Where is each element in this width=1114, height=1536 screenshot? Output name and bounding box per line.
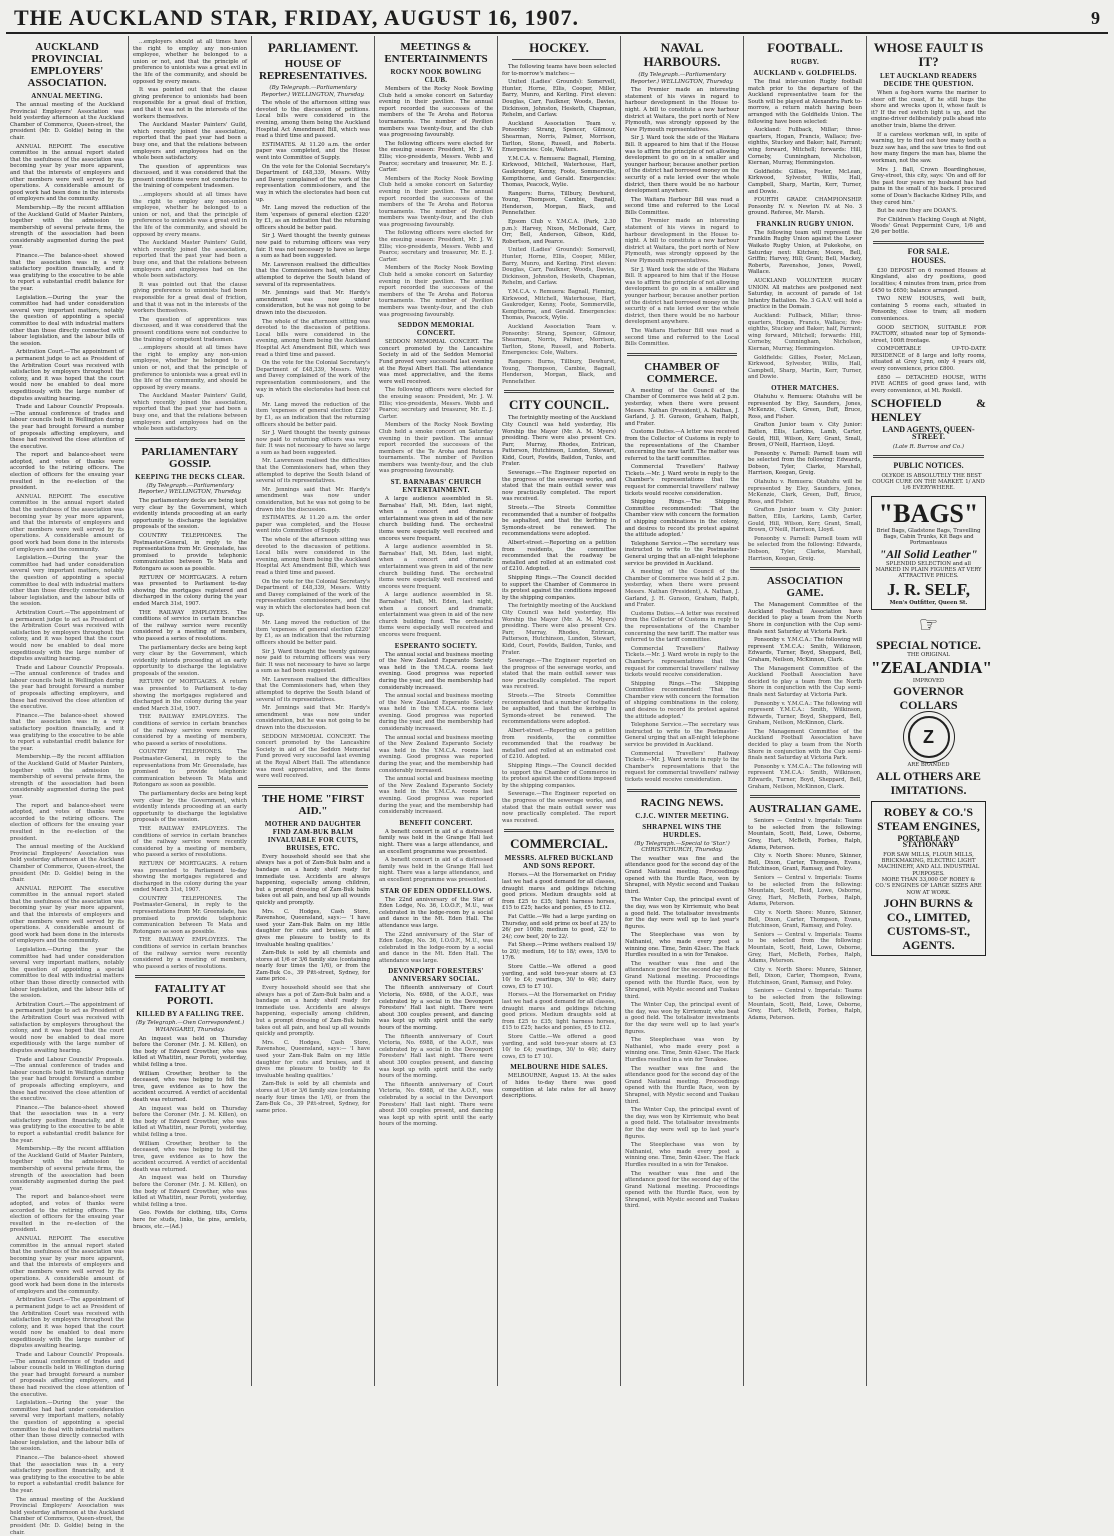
article-paragraph: Sir J. Ward took the side of the Waitara Bill. It appeared to him that if the House was to affirm the principle of not allowing development to go on in a smaller and younger harbour, because another portion of the district had borrowed money on the security of a rate levied over the whole district, then there would be no harbour development anywhere. [625,135,739,195]
article-byline: (By Telegraph.—Parliamentary Reporter.) WELLINGTON, Thursday. [138,482,242,496]
section-divider [504,390,614,393]
article-paragraph: Fat Cattle.—We had a large yarding on Thursday, and sold prime ox beef at 25/ to 26/ per 100lb; medium to good, 22/ to 24/; cow beef, 20/ to 22/. [502,913,616,940]
article-paragraph: COUNTRY TELEPHONES. The Postmaster-General, in reply to the representations from Mr. Greenslade, has promised to provide telephonic communication between Te Mata and Rotongaro as soon as possible. [133,895,247,935]
article-paragraph: Seniors — Central v. Imperials: Teams to be selected from the following: Mountain, Scott, Reid, Lowe, Osborne, Grey, Hart, McBeth, Forbes, Ralph, Adams, Peterson. [748,874,862,908]
article-paragraph: Legislation.—During the year the committee had had under consideration several very important matters, notably the question of appointing a special committee to deal with industrial matters other than those directly connected with labour legislation, and the labour bills of the session. [10,947,124,1000]
article-paragraph: A meeting of the Council of the Chamber of Commerce was held at 2 p.m. yesterday, when there were present Messrs. Nathan (President), A. Nathan, J. Garland, J. H. Gunson, Graham, Ralph, and Frater. [625,569,739,609]
article-paragraph: The Waitara Harbour Bill was read a second time and referred to the Local Bills Committee. [625,327,739,348]
article-paragraph: The parliamentary decks are being kept very clear by the Government, which evidently intends proceeding at an early opportunity to discharge the legislative proposals of the session. [133,790,247,824]
article-paragraph: The weather was fine and the attendance good for the second day of the Grand National meeting. Proceedings opened with the Hurdle Race, won by Shrapnel, with Mystic second and Tuakau third. [625,1065,739,1105]
article-paragraph: Sewerage.—The Engineer reported on the progress of the sewerage works, and stated that the main outfall sewer was now practically completed. The report was received. [502,470,616,503]
article-paragraph: The fifteenth anniversary of Court Victoria, No. 6988, of the A.O.F., was celebrated by a social in the Devonport Foresters' Hall last night. There were about 300 couples present, and dancing was kept up with spirit until the early hours of the morning. [379,1081,493,1128]
article-paragraph: Members of the Rocky Nook Bowling Club held a smoke concert on Saturday evening in their pavilion. The annual report recorded the successes of the members of the Te Aroha and Rotorua tournaments. The number of Pavilion members was twenty-four, and the club was progressing favourably. [379,86,493,139]
zealandia-badge-icon: Z [908,716,950,758]
article-paragraph: The annual meeting of the Auckland Provincial Employers' Association was held yesterday afternoon at the Auckland Chamber of Commerce, Queen-street, the president (Mr. D. Goldie) being in the chair. [10,1496,124,1536]
article-paragraph: Trade and Labour Councils' Proposals.—The annual conference of trades and labour councils held in Wellington during the year had brought forward a number of proposals affecting employers, and these had received the close attention of the executive. [10,1352,124,1398]
article-paragraph: Shipping Rings.—The Shipping Committee recommended: 'That the Chamber view with concern the formation of shipping combinations in the colony, and desires to record its protest against the attitude adopted.' [625,499,739,539]
article-paragraph: On the vote for the Colonial Secretary's Department of £48,339, Messrs. Witty and Davey complained of the work of the representation commissioners, and the way in which the electorates had been cut up. [256,360,370,400]
article-heading: NAVAL HARBOURS. [643,40,721,69]
article-paragraph: An inquest was held on Thursday before the Coroner (Mr. J. M. Killen), on the body of Edward Crowther, who was killed at Whatitiri, near Poroti, yesterday, whilst felling a tree. [133,1035,247,1068]
article-paragraph: A benefit concert in aid of a distressed family was held in the Grange Hall last night. There was a large attendance, and an excellent programme was presented. [379,857,493,883]
section-divider [750,567,860,570]
column-hockey-city-council [498,36,621,1386]
article-paragraph: The annual social and business meeting of the New Zealand Esperanto Society was held in the Y.M.C.A. rooms last evening. Good progress was reported during the year, and the membership had considerably increased. [379,651,493,691]
article-paragraph: ...employers should at all times have the right to employ any non-union employee, whether he belonged to a union or not, and that the principle of preference to unionists was a great evil in the life of the community, and should be opposed by every means. [133,345,247,391]
article-paragraph: Telephone Service.—The secretary was instructed to write to the Postmaster-General urging that an all-night telephone service be provided in Auckland. [625,540,739,567]
column-naval-harbours [621,36,744,1386]
article-paragraph: Finance.—The balance-sheet showed that the association was in a very satisfactory position financially, and it was gratifying to the executive to be able to report a substantial credit balance for the year. [10,253,124,293]
ad-title: SPECIAL NOTICE. [876,637,981,652]
article-paragraph: MELBOURNE, August 15. At the sales of hides to-day there was good competition at late rates for all heavy descriptions. [502,1073,616,1100]
advertisement-line: OLYKOE IS ABSOLUTELY THE BEST COUGH CURE ON THE MARKET. 1/ AND 1/6 EVERYWHERE. [872,472,985,492]
section-rule [512,59,606,60]
article-byline: (By Telegraph.—Parliamentary Reporter.) WELLINGTON, Thursday. [261,85,365,98]
article-paragraph: AUCKLAND VOLUNTEER RUGBY UNION. All matches are postponed next Saturday, in account of parade of 1st Infantry Battalion. No. 3 G.A.V. will hold a practice in the Domain. [748,278,862,311]
section-divider [504,829,614,832]
article-paragraph: Mr. Jennings said that Mr. Hardy's amendment was now under consideration, but he was not going to be drawn into the discussion. [256,705,370,732]
advertiser-note: (Late R. Burrow and Co.) [892,443,965,450]
article-paragraph: Fat Sheep.—Prime wethers realised 19/ to 20/; medium, 16/ to 18/; ewes, 15/6 to 17/6. [502,942,616,962]
article-heading: WHOSE FAULT IS IT? [873,40,984,69]
classified-subheading: HOUSES. [911,256,946,266]
section-divider [258,785,368,788]
article-paragraph: Epsom Club v. Y.M.C.A. (Park, 2.30 p.m.): Harvey, Nixon, McDonald, Carr, Orr, Bell, Anderson, Gibson, Kidd, Robertson, and Pearce. [502,219,616,245]
ad-headline: "All Solid Leather" [879,546,978,561]
article-paragraph: The Steeplechase was won by Nathaniel, who made every post a winning one. Time, 5min 42sec. The Hack Hurdles resulted in a win for Tenakoe. [625,1037,739,1063]
article-paragraph: Mr. Lang moved the reduction of the item 'expenses of general election £220' by £1, as an indication that the returning officers should be better paid. [256,620,370,646]
article-paragraph: Horses.—At the Horsemarket on Friday last we had a good demand for all classes, draught mares and geldings fetching good prices. Medium draughts sold at from £25 to £35; light harness horses, £15 to £25; hacks and ponies, £5 to £12. [502,872,616,912]
section-divider [873,241,984,244]
article-paragraph: Horses.—At the Horsemarket on Friday last we had a good demand for all classes, draught mares and geldings fetching good prices. Medium draughts sold at from £25 to £35; light harness horses, £15 to £25; hacks and ponies, £5 to £12. [502,992,616,1032]
article-paragraph: The fifteenth anniversary of Court Victoria, No. 6988, of the A.O.F., was celebrated by a social in the Devonport Foresters' Hall last night. There were about 300 couples present, and dancing was kept up with spirit until the early hours of the morning. [379,985,493,1032]
ad-warning: ALL OTHERS ARE IMITATIONS. [876,768,981,797]
article-paragraph: RETURN OF MORTGAGES. A return was presented to Parliament to-day showing the mortgages registered and discharged in the colony during the year ended March 31st, 1907. [133,860,247,894]
article-paragraph: The following officers were elected for the ensuing season: President, Mr. J. W. Ellis; vice-presidents, Messrs. Webb and Pearce; secretary and treasurer, Mr. E. J. Carter. [379,387,493,420]
article-paragraph: The Winter Cup, the principal event of the day, was won by Kirriemuir, who beat a good field. The totalisator investments for the day were well up to last year's figures. [625,897,739,930]
article-paragraph: The fortnightly meeting of the Auckland City Council was held yesterday, His Worship the Mayor (Mr. A. M. Myers) presiding. There were also present Crs. Parr, Murray, Rhodes, Entrican, Patterson, Hutchinson, Lundon, Stewart, Kidd, Court, Fowlds, Baildon, Tunks, and Frater. [502,603,616,656]
article-paragraph: An inquest was held on Thursday before the Coroner (Mr. J. M. Killen), on the body of Edward Crowther, who was killed at Whatitiri, near Poroti, yesterday, whilst felling a tree. [133,1175,247,1208]
article-paragraph: Sewerage.—The Engineer reported on the progress of the sewerage works, and stated that the main outfall sewer was now practically completed. The report was received. [502,791,616,824]
article-paragraph: Legislation.—During the year the committee had had under consideration several very important matters, notably the question of appointing a special committee to deal with industrial matters other than those directly connected with labour legislation, and the labour bills of the session. [10,1400,124,1453]
article-paragraph: Otahuhu v. Remuera: Otahuhu will be represented by Eley, Saunders, Jones, McKenzie, Clark, Green, Duff, Bruce, Ross, and Fisher. [748,479,862,505]
article-paragraph: Streets.—The Streets Committee recommended that a number of footpaths be asphalted, and that the kerbing in Symonds-street be renewed. The recommendations were adopted. [502,693,616,726]
article-paragraph: The following officers were elected for the ensuing season: President, Mr. J. W. Ellis; vice-presidents, Messrs. Webb and Pearce; secretary and treasurer, Mr. E. J. Carter. [379,140,493,174]
section-divider [135,975,245,978]
article-heading: AUSTRALIAN GAME. [748,803,862,816]
article-paragraph: Shipping Rings.—The Shipping Committee recommended: 'That the Chamber view with concern the formation of shipping combinations in the colony, and desires to record its protest against the attitude adopted.' [625,680,739,720]
article-paragraph: Zam-Buk is sold by all chemists and stores at 1/6 or 3/6 family size (containing nearly four times the 1/6), or from the Zam-Buk Co., 39 Pitt-street, Sydney, for same price. [256,1081,370,1114]
article-paragraph: Members of the Rocky Nook Bowling Club held a smoke concert on Saturday evening in their pavilion. The annual report recorded the successes of the members of the Te Aroha and Rotorua tournaments. The number of Pavilion members was twenty-four, and the club was progressing favourably. [379,175,493,228]
article-paragraph: The following team will represent the Franklin Rugby Union against the Lower Waikato Rugby Union, at Pukekohe, on Saturday next: Kitchen; Moore, Bell, Griffin; Harvey, Hill; Grant; Bell, Mackey, Roberts, Ravenshoe, Jones, Powell, Wallace. [748,229,862,276]
article-heading: AUCKLAND PROVINCIAL EMPLOYERS' ASSOCIATION. [27,41,107,89]
pointing-hand-icon: ☞ [918,612,939,638]
article-paragraph: United (Ladies' Grounds): Somervell, Hunter, Horne, Ellis, Cooper, Miller, Barry, Munro, and Kerling. First eleven: Douglas, Carr, Faulkner, Woods, Davies, Dickinson, Johnston, Hesketh, Chapman, Rehelm, and Carlaw. [502,247,616,287]
ad-line: IMPROVED [912,678,945,685]
section-divider [627,789,737,792]
article-paragraph: COUNTRY TELEPHONES. The Postmaster-General, in reply to the representations from Mr. Greenslade, has promised to provide telephonic communication between Te Mata and Rotongaro as soon as possible. [133,533,247,572]
article-paragraph: Mrs J. Ball, Crown Boardinghouse, Grey-street, this city, says: 'On and off for the past four years my husband has had pains in the small of his back. I procured some of Doan's Backache Kidney Pills, and they cured him.' [871,166,986,206]
article-paragraph: The Steeplechase was won by Nathaniel, who made every post a winning one. Time, 5min 42sec. The Hack Hurdles resulted in a win for Tenakoe. [625,932,739,959]
article-paragraph: Members of the Rocky Nook Bowling Club held a smoke concert on Saturday evening in their pavilion. The annual report recorded the successes of the members of the Te Aroha and Rotorua tournaments. The number of Pavilion members was twenty-four, and the club was progressing favourably. [379,422,493,475]
article-paragraph: An inquest was held on Thursday before the Coroner (Mr. J. M. Killen), on the body of Edward Crowther, who was killed at Whatitiri, near Poroti, yesterday, whilst felling a tree. [133,1105,247,1138]
article-paragraph: The Auckland Master Painters' Guild, which recently joined the association, reported that the past year had been a busy one, and that the relations between employers and employees had on the whole been satisfactory. [133,122,247,162]
column-employers-association [6,36,129,1536]
article-subheading: BENEFIT CONCERT. [399,818,473,827]
article-paragraph: The whole of the afternoon sitting was devoted to the discussion of petitions. Local bills were considered in the evening, among them being the Auckland Hospital Act Amendment Bill, which was read a third time and passed. [256,318,370,358]
article-paragraph: Legislation.—During the year the committee had had under consideration several very important matters, notably the question of appointing a special committee to deal with industrial matters other than those directly connected with labour legislation, and the labour bills of the session. [10,555,124,608]
article-paragraph: On the vote for the Colonial Secretary's Department of £48,339, Messrs. Witty and Davey complained of the work of the representation commissioners, and the way in which the electorates had been cut up. [256,163,370,203]
article-paragraph: On the vote for the Colonial Secretary's Department of £48,339, Messrs. Witty and Davey complained of the work of the representation commissioners, and the way in which the electorates had been cut up. [256,578,370,618]
article-subheading: AUCKLAND v. GOLDFIELDS. [753,69,857,77]
article-paragraph: Telephone Service.—The secretary was instructed to write to the Postmaster-General urging that an all-night telephone service be provided in Auckland. [625,722,739,749]
article-paragraph: A benefit concert in aid of a distressed family was held in the Grange Hall last night. There was a large attendance, and an excellent programme was presented. [379,828,493,855]
article-heading: THE HOME "FIRST AID." [261,792,365,817]
article-paragraph: Mr. Lawrenson realised the difficulties that the Commissioners had, when they attempted to deprive the South Island of several of its representatives. [256,676,370,703]
classified-ad: £30 DEPOSIT on 6 roomed Houses at Kingsland, also dry positions, good localities; 4 minutes from tram, price from £450 to £650; balance arranged. [871,267,986,294]
ad-line: SPLENDID SELECTION and all MARKED IN PLAIN FIGURES AT VERY ATTRACTIVE PRICES. [875,560,982,580]
article-paragraph: Mr. Jennings said that Mr. Hardy's amendment was now under consideration, but he was not going to be drawn into the discussion. [256,290,370,316]
article-subheading: ESPERANTO SOCIETY. [394,641,478,650]
article-paragraph: Arbitration Court.—The appointment of a permanent judge to act as President of the Arbitration Court was received with satisfaction by employers throughout the colony, and it was hoped that the court would now be enabled to deal more expeditiously with the large number of disputes awaiting hearing. [10,1001,124,1054]
article-paragraph: It was pointed out that the clause giving preference to unionists had been responsible for a great deal of friction, and that it was not in the interests of the workers themselves. [133,281,247,315]
article-paragraph: Customs Duties.—A letter was received from the Collector of Customs in reply to the representations of the Chamber concerning the new tariff. The matter was referred to the tariff committee. [625,429,739,462]
article-paragraph: Commercial Travellers' Railway Tickets.—Mr. J. Ward wrote in reply to the Chamber's representations that the request for commercial travellers' railway tickets would receive consideration. [625,645,739,679]
article-paragraph: ANNUAL REPORT. The executive committee in the annual report stated that the usefulness of the association was becoming year by year more apparent, and that the interests of employers and other members were well served by its operations. A considerable amount of good work had been done in the interests of employers and the community. [10,1235,124,1295]
article-paragraph: Membership.—By the recent affiliation of the Auckland Guild of Master Painters, together with the admission to membership of several private firms, the strength of the association had been considerably augmented during the past year. [10,754,124,800]
ad-line: FOR SAW MILLS, FLOUR MILLS, BRICKMAKING, ELECTRIC LIGHT MACHINERY, AND ALL INDUSTRIAL PURPOSES. [877,851,980,877]
article-subheading: SEDDON MEMORIAL CONCERT. [397,321,475,338]
classified-ad: TWO NEW HOUSES, well built, containing 5 rooms each, situated in Ponsonby, close to tram; all modern conveniences. [871,296,986,322]
article-heading: CHAMBER OF COMMERCE. [644,360,720,385]
article-paragraph: SEDDON MEMORIAL CONCERT. The concert promoted by the Lancashire Society in aid of the Seddon Memorial Fund proved very successful last evening at the Royal Albert Hall. The attendance was most appreciative, and the items were well received. [256,733,370,780]
article-paragraph: The report and balance-sheet were adopted, and votes of thanks were accorded to the retiring officers. The election of officers for the ensuing year resulted in the re-election of the president. [10,452,124,492]
section-divider [135,438,245,441]
article-paragraph: Rangers: Burns, Tillbury, Dewhurst, Young, Thompson, Cambie, Bagnall, Henderson, Morgan, Black, and Pennefather. [502,190,616,217]
article-paragraph: SEDDON MEMORIAL CONCERT. The concert promoted by the Lancashire Society in aid of the Seddon Memorial Fund proved very successful last evening at the Royal Albert Hall. The attendance was most appreciative, and the items were well received. [379,339,493,385]
page-number: 9 [1091,7,1100,28]
article-paragraph: Legislation.—During the year the committee had had under consideration several very important matters, notably the question of appointing a special committee to deal with industrial matters other than those directly connected with labour legislation, and the labour bills of the session. [10,294,124,347]
article-paragraph: Seniors — Central v. Imperials: Teams to be selected from the following: Mountain, Scott, Reid, Lowe, Osborne, Grey, Hart, McBeth, Forbes, Ralph, Adams, Peterson. [748,931,862,965]
article-paragraph: Ponsonby v. Parnell: Parnell team will be selected from the following: Edwards, Dobson, Tyler, Clarke, Marshall, Harrison, Keegan, Greig. [748,450,862,477]
article-paragraph: The question of apprentices was discussed, and it was considered that the present conditions were not conducive to the training of competent tradesmen. [133,316,247,343]
article-subheading: MELBOURNE HIDE SALES. [510,1063,608,1072]
article-paragraph: City v. North Shore: Munro, Skinner, Bell, Dixon, Carter, Thompson, Evans, Hutchinson, Grant, Ramsay, and Foley. [748,909,862,930]
ad-brand: "ZEALANDIA" [871,658,992,678]
advertiser-tagline: LAND AGENTS, QUEEN-STREET. [882,425,975,442]
article-paragraph: The annual social and business meeting of the New Zealand Esperanto Society was held in the Y.M.C.A. rooms last evening. Good progress was reported during the year, and the membership had considerably increased. [379,734,493,774]
article-paragraph: Ponsonby v. Y.M.C.A.: The following will represent Y.M.C.A.: Smith, Wilkinson, Edwards, Turner, Boyd, Sheppard, Bell, Graham, Neilson, McKinnon, Clark. [748,700,862,727]
article-paragraph: Seniors — Central v. Imperials: Teams to be selected from the following: Mountain, Scott, Reid, Lowe, Osborne, Grey, Hart, McBeth, Forbes, Ralph, Adams, Peterson. [748,988,862,1021]
column-parliamentary-gossip [129,36,252,1386]
article-subheading: C.J.C. WINTER MEETING. [635,811,729,820]
article-paragraph: City v. North Shore: Munro, Skinner, Bell, Dixon, Carter, Thompson, Evans, Hutchinson, Grant, Ramsay, and Foley. [748,853,862,873]
ad-name: J. R. SELF, [887,579,970,599]
article-paragraph: The annual social and business meeting of the New Zealand Esperanto Society was held in the Y.M.C.A. rooms last evening. Good progress was reported during the year, and the membership had considerably increased. [379,693,493,733]
article-paragraph: A large audience assembled in St. Barnabas' Hall, Mt. Eden, last night, when a concert and dramatic entertainment was given in aid of the new church building fund. The orchestral items were especially well received and encores were frequent. [379,496,493,542]
article-paragraph: The Winter Cup, the principal event of the day, was won by Kirriemuir, who beat a good field. The totalisator investments for the day were well up to last year's figures. [625,1002,739,1035]
article-byline: (By Telegraph.—Parliamentary Reporter.) WELLINGTON, Thursday. [630,72,734,85]
article-heading: PARLIAMENT. [267,40,359,55]
article-paragraph: Auckland Association Team v. Ponsonby: Strang, Spencer, Gilmour, Shearman, Norris, Palmer, Morrison, Tarlton, Stone, Russell, and Roberts. Emergencies: Cole, Walters. [502,120,616,154]
article-paragraph: The 22nd anniversary of the Star of Eden Lodge, No. 36, I.O.O.F., M.U., was celebrated in the lodge-room by a social and dance in the Mt. Eden Hall. The attendance was large. [379,931,493,964]
article-heading: MEETINGS & ENTERTAINMENTS [384,41,488,65]
article-paragraph: Mr. Lawrenson realised the difficulties that the Commissioners had, when they attempted to deprive the South Island of several of its representatives. [256,261,370,288]
article-paragraph: ESTIMATES. At 11.20 a.m. the order paper was completed, and the House went into Committee of Supply. [256,141,370,161]
article-paragraph: Mr. Lang moved the reduction of the item 'expenses of general election £220' by £1, as an indication that the returning officers should be better paid. [256,401,370,428]
article-paragraph: Sir J. Ward thought the twenty guineas now paid to returning officers was very fair. It was not necessary to have so large a sum as had been suggested. [256,233,370,260]
article-paragraph: The Management Committee of the Auckland Football Association have decided to play a team from the North Shore in conjunction with the Cup semi-finals next Saturday at Victoria Park. [748,728,862,762]
article-subheading: KILLED BY A FALLING TREE. [136,1010,244,1019]
article-paragraph: The annual meeting of the Auckland Provincial Employers' Association was held yesterday afternoon at the Auckland Chamber of Commerce, Queen-street, the president (Mr. D. Goldie) being in the chair. [10,102,124,141]
article-paragraph: Trade and Labour Councils' Proposals.—The annual conference of trades and labour councils held in Wellington during the year had brought forward a number of proposals affecting employers, and these had received the close attention of the executive. [10,404,124,450]
article-paragraph: Goldfields: Gillies, Foster, McLean, Kirkwood, Sylvester, Willis, Hall, Campbell, Sharp, Martin, Kerr, Turner, and Dowie. [748,168,862,195]
ad-name: ROBEY & CO.'S STEAM ENGINES, [877,804,980,833]
article-paragraph: Membership.—By the recent affiliation of the Auckland Guild of Master Painters, together with the admission to membership of several private firms, the strength of the association had been considerably augmented during the past year. [10,204,124,251]
article-paragraph: The Management Committee of the Auckland Football Association have decided to play a team from the North Shore in conjunction with the Cup semi-finals next Saturday at Victoria Park. [748,602,862,635]
article-paragraph: The parliamentary decks are being kept very clear by the Government, which evidently intends proceeding at an early opportunity to discharge the legislative proposals of the session. [133,498,247,531]
article-paragraph: Grafton Junior team v. City Junior: Batten, Ellis, Larkins, Lamb, Carter, Gould, Hill, Wilson, Kerr, Grant, Small, Brown, O'Neill, Harrison, Lloyd. [748,422,862,449]
article-subheading: ROCKY NOOK BOWLING CLUB. [390,68,482,84]
article-paragraph: Membership.—By the recent affiliation of the Auckland Guild of Master Painters, together with the admission to membership of several private firms, the strength of the association had been considerably augmented during the past year. [10,1146,124,1192]
article-paragraph: The question of apprentices was discussed, and it was considered that the present conditions were not conducive to the training of competent tradesmen. [133,163,247,190]
article-paragraph: Auckland: Fullback, Millar; three-quarters, Hogan, Francis, Wallace; five-eighths, Stuckey and Baker; half, Farrant; wing forward, Mitchell; forwards: Hill, Corneby, Cunningham, Nicholson, Kiernan, Murray, Hemmingston. [748,127,862,167]
article-paragraph: The fortnightly meeting of the Auckland City Council was held yesterday, His Worship the Mayor (Mr. A. M. Myers) presiding. There were also present Crs. Parr, Murray, Rhodes, Entrican, Patterson, Hutchinson, Lundon, Stewart, Kidd, Court, Fowlds, Baildon, Tunks, and Frater. [502,415,616,468]
article-paragraph: The annual meeting of the Auckland Provincial Employers' Association was held yesterday afternoon at the Auckland Chamber of Commerce, Queen-street, the president (Mr. D. Goldie) being in the chair. [10,844,124,884]
article-paragraph: A meeting of the Council of the Chamber of Commerce was held at 2 p.m. yesterday, when there were present Messrs. Nathan (President), A. Nathan, J. Garland, J. H. Gunson, Graham, Ralph, and Frater. [625,387,739,427]
ad-title: "BAGS" [878,498,979,528]
article-paragraph: RETURN OF MORTGAGES. A return was presented to Parliament to-day showing the mortgages registered and discharged in the colony during the year ended March 31st, 1907. [133,574,247,607]
article-subheading: MESSRS. ALFRED BUCKLAND AND SONS REPORT. [504,854,614,871]
advertisement-line: For Children's Hacking Cough at Night, Woods' Great Peppermint Cure, 1/6 and 2/6 per bottle. [871,216,986,236]
article-paragraph: The Premier made an interesting statement of his views in regard to harbour development in the House to-night. A bill to constitute a new harbour district at Waitara, the port north of New Plymouth, was strongly opposed by the New Plymouth representatives. [625,87,739,133]
article-paragraph: Finance.—The balance-sheet showed that the association was in a very satisfactory position financially, and it was gratifying to the executive to be able to report a substantial credit balance for the year. [10,712,124,752]
article-paragraph: The final inter-union Rugby football match prior to the departure of the Auckland representative team for the South will be played at Alexandra Park to-morrow, a return match having been arranged with the Goldfields Union. The following have been selected: [748,79,862,125]
article-paragraph: Sewerage.—The Engineer reported on the progress of the sewerage works, and stated that the main outfall sewer was now practically completed. The report was received. [502,658,616,691]
article-paragraph: Mr. Lang moved the reduction of the item 'expenses of general election £220' by £1, as an indication that the returning officers should be better paid. [256,205,370,231]
article-paragraph: Ponsonby v. Parnell: Parnell team will be selected from the following: Edwards, Dobson, Tyler, Clarke, Marshall, Harrison, Keegan, Greig. [748,535,862,562]
section-divider [750,795,860,798]
article-heading: HOCKEY. [529,40,589,55]
article-paragraph: The Management Committee of the Auckland Football Association have decided to play a team from the North Shore in conjunction with the Cup semi-finals next Saturday at Victoria Park. [748,665,862,698]
article-subheading: FRANKLIN RUGBY UNION. [756,219,854,228]
article-paragraph: Ponsonby v. Y.M.C.A.: The following will represent Y.M.C.A.: Smith, Wilkinson, Edwards, Turner, Boyd, Sheppard, Bell, Graham, Neilson, McKinnon, Clark. [748,637,862,663]
article-byline: (By Telegraph.—Own Correspondent.) WHANGAREI, Thursday. [135,1020,245,1033]
article-paragraph: The following officers were elected for the ensuing season: President, Mr. J. W. Ellis; vice-presidents, Messrs. Webb and Pearce; secretary and treasurer, Mr. E. J. Carter. [379,230,493,263]
advertiser-name: SCHOFIELD & HENLEY [871,396,986,425]
article-paragraph: Arbitration Court.—The appointment of a permanent judge to act as President of the Arbitration Court was received with satisfaction by employers throughout the colony, and it was hoped that the court would now be enabled to deal more expeditiously with the large number of disputes awaiting hearing. [10,349,124,402]
article-paragraph: THE RAILWAY EMPLOYEES. The conditions of service in certain branches of the railway service were recently considered by a meeting of members, who passed a series of resolutions. [133,609,247,642]
article-paragraph: Y.M.C.A. v. Remuera: Bagnall, Fleming, Kirkwood, Mitchell, Waterhouse, Hart, Gaukrodger, Kenny, Foote, Sommerville, Kempthorne, and Gerald. Emergencies: Thomas, Peacock, Wylie. [502,155,616,189]
section-divider [627,353,737,356]
ad-line: THE ORIGINAL [907,651,950,658]
article-paragraph: Mr. Jennings said that Mr. Hardy's amendment was now under consideration, but he was not going to be drawn into the discussion. [256,486,370,513]
section-divider [873,455,984,458]
masthead [6,4,1108,34]
article-paragraph: Every household should see that she always has a pot of Zam-Buk balm and a bandage on a handy shelf ready for immediate use. Accidents are always happening, especially among children, but a prompt dressing of Zam-Buk balm takes out all pain, and heal up all wounds quickly and promptly. [256,853,370,906]
article-paragraph: The report and balance-sheet were adopted, and votes of thanks were accorded to the retiring officers. The election of officers for the ensuing year resulted in the re-election of the president. [10,1194,124,1234]
article-paragraph: The whole of the afternoon sitting was devoted to the discussion of petitions. Local bills were considered in the evening, among them being the Auckland Hospital Act Amendment Bill, which was read a third time and passed. [256,100,370,140]
article-paragraph: The parliamentary decks are being kept very clear by the Government, which evidently intends proceeding at an early opportunity to discharge the legislative proposals of the session. [133,644,247,677]
article-subheading: SHRAPNEL WINS THE HURDLES. [642,822,722,839]
article-subheading: LET AUCKLAND READERS DECIDE THE QUESTION. [880,72,977,88]
article-paragraph: The weather was fine and the attendance good for the second day of the Grand National meeting. Proceedings opened with the Hurdle Race, won by Shrapnel, with Mystic second and Tuakau third. [625,1170,739,1210]
article-paragraph: The Auckland Master Painters' Guild, which recently joined the association, reported that the past year had been a busy one, and that the relations between employers and employees had on the whole been satisfactory. [133,393,247,433]
article-paragraph: Ponsonby v. Y.M.C.A.: The following will represent Y.M.C.A.: Smith, Wilkinson, Edwards, Turner, Boyd, Sheppard, Bell, Graham, Neilson, McKinnon, Clark. [748,763,862,790]
article-paragraph: Albert-street.—Reporting on a petition from residents, the committee recommended that the roadway be metalled and rolled at an estimated cost of £210. Adopted. [502,728,616,761]
article-paragraph: Albert-street.—Reporting on a petition from residents, the committee recommended that the roadway be metalled and rolled at an estimated cost of £210. Adopted. [502,540,616,573]
robey-advertisement [871,801,986,956]
article-paragraph: City v. North Shore: Munro, Skinner, Bell, Dixon, Carter, Thompson, Evans, Hutchinson, Grant, Ramsay, and Foley. [748,966,862,986]
advertisement-line: Geo. Fowlds for clothing, tilts, Corns here for studs, links, tie pins, armlets, braces, etc.—(Ad.) [133,1210,247,1230]
article-paragraph: Sir J. Ward thought the twenty guineas now paid to returning officers was very fair. It was not necessary to have so large a sum as had been suggested. [256,648,370,675]
article-paragraph: Streets.—The Streets Committee recommended that a number of footpaths be asphalted, and that the kerbing in Symonds-street be renewed. The recommendations were adopted. [502,505,616,538]
article-paragraph: The Steeplechase was won by Nathaniel, who made every post a winning one. Time, 5min 42sec. The Hack Hurdles resulted in a win for Tenakoe. [625,1142,739,1168]
article-subheading: RUGBY. [790,58,820,66]
article-paragraph: Auckland Association Team v. Ponsonby: Strang, Spencer, Gilmour, Shearman, Norris, Palmer, Morrison, Tarlton, Stone, Russell, and Roberts. Emergencies: Cole, Walters. [502,323,616,357]
article-paragraph: The Premier made an interesting statement of his views in regard to harbour development in the House to-night. A bill to constitute a new harbour district at Waitara, the port north of New Plymouth, was strongly opposed by the New Plymouth representatives. [625,218,739,265]
article-heading: COMMERCIAL. [510,836,608,852]
article-paragraph: The fifteenth anniversary of Court Victoria, No. 6988, of the A.O.F., was celebrated by a social in the Devonport Foresters' Hall last night. There were about 300 couples present, and dancing was kept up with spirit until the early hours of the morning. [379,1033,493,1080]
article-paragraph: Commercial Travellers' Railway Tickets.—Mr. J. Ward wrote in reply to the Chamber's representations that the request for commercial travellers' railway tickets would receive consideration. [625,750,739,783]
columns [6,36,1108,1536]
article-subheading: MOTHER AND DAUGHTER FIND ZAM-BUK BALM INVALUABLE FOR CUTS, BRUISES, ETC. [264,819,362,852]
article-paragraph: Sir J. Ward thought the twenty guineas now paid to returning officers was very fair. It was not necessary to have so large a sum as had been suggested. [256,430,370,456]
article-heading: CITY COUNCIL. [509,397,609,413]
article-paragraph: The 22nd anniversary of the Star of Eden Lodge, No. 36, I.O.O.F., M.U., was celebrated in the lodge-room by a social and dance in the Mt. Eden Hall. The attendance was large. [379,896,493,929]
ad-line: ARE BRANDED [907,762,950,769]
column-advertisements [867,36,990,1386]
article-byline: (By Telegraph.—Special to 'Star.') CHRISTCHURCH, Thursday. [634,840,730,854]
article-paragraph: Mrs. C. Hodges, Cash Store, Ravenshoe, Queensland, says:— 'I have used your Zam-Buk Balm on my little daughter for cuts and bruises, and it gives me pleasure to testify to its invaluable healing qualities.' [256,908,370,948]
zealandia-advertisement [871,612,992,797]
article-paragraph: The annual social and business meeting of the New Zealand Esperanto Society was held in the Y.M.C.A. rooms last evening. Good progress was reported during the year, and the membership had considerably increased. [379,776,493,816]
article-paragraph: Goldfields: Gillies, Foster, McLean, Kirkwood, Sylvester, Willis, Hall, Campbell, Sharp, Martin, Kerr, Turner, and Dowie. [748,354,862,381]
article-paragraph: THE RAILWAY EMPLOYEES. The conditions of service in certain branches of the railway service were recently considered by a meeting of members, who passed a series of resolutions. [133,714,247,747]
article-paragraph: Arbitration Court.—The appointment of a permanent judge to act as President of the Arbitration Court was received with satisfaction by employers throughout the colony, and it was hoped that the court would now be enabled to deal more expeditiously with the large number of disputes awaiting hearing. [10,609,124,663]
classified-heading: FOR SALE. [907,246,950,256]
ad-tagline: Men's Outfitter, Queen St. [889,599,968,606]
article-heading: PARLIAMENTARY GOSSIP. [141,445,239,470]
article-paragraph: William Crowther, brother to the deceased, who was helping to fell the tree, gave evidence as to how the accident occurred. A verdict of accidental death was returned. [133,1070,247,1103]
classified-heading: PUBLIC NOTICES. [893,461,964,471]
article-subheading: ANNUAL MEETING. [31,92,103,100]
ad-agent: JOHN BURNS & CO., LIMITED, CUSTOMS-ST., AGENTS. [883,895,974,952]
article-subheading: OTHER MATCHES. [771,383,839,392]
article-paragraph: If a careless workman will, in spite of warning, try to find out how many teeth a buzz saw has, and the saw tries to find out how many fingers the man has, blame the workman, not the saw. [871,131,986,164]
article-paragraph: ...employers should at all times have the right to employ any non-union employee, whether he belonged to a union or not, and that the principle of preference to unionists was a great evil in the life of the community, and should be opposed by every means. [133,192,247,238]
classified-ad: £850 — DETACHED HOUSE, WITH FIVE ACRES of good grass land, with every convenience, at Mt. Roskill. [871,374,986,394]
column-football [744,36,867,1386]
article-paragraph: Shipping Rings.—The Council decided to support the Chamber of Commerce in its protest against the conditions imposed by the shipping companies. [502,763,616,789]
article-paragraph: Y.M.C.A. v. Remuera: Bagnall, Fleming, Kirkwood, Mitchell, Waterhouse, Hart, Gaukrodger, Kenny, Foote, Sommerville, Kempthorne, and Gerald. Emergencies: Thomas, Peacock, Wylie. [502,289,616,322]
article-paragraph: The weather was fine and the attendance good for the second day of the Grand National meeting. Proceedings opened with the Hurdle Race, won by Shrapnel, with Mystic second and Tuakau third. [625,855,739,895]
article-paragraph: Store Cattle.—We offered a good yarding, and sold two-year steers at £3 10/ to £4; yearlings, 30/ to 40/; dairy cows, £5 to £7 10/. [502,1034,616,1060]
article-paragraph: It was pointed out that the clause giving preference to unionists had been responsible for a great deal of friction, and that it was not in the interests of the workers themselves. [133,87,247,120]
article-paragraph: RETURN OF MORTGAGES. A return was presented to Parliament to-day showing the mortgages registered and discharged in the colony during the year ended March 31st, 1907. [133,679,247,712]
article-paragraph: Every household should see that she always has a pot of Zam-Buk balm and a bandage on a handy shelf ready for immediate use. Accidents are always happening, especially among children, but a prompt dressing of Zam-Buk balm takes out all pain, and heal up all wounds quickly and promptly. [256,985,370,1038]
article-paragraph: Members of the Rocky Nook Bowling Club held a smoke concert on Saturday evening in their pavilion. The annual report recorded the successes of the members of the Te Aroha and Rotorua tournaments. The number of Pavilion members was twenty-four, and the club was progressing favourably. [379,265,493,318]
ad-line: Brief Bags, Gladstone Bags, Travelling Bags, Cabin Trunks, Kit Bags and Portmanteaus [876,527,981,547]
article-paragraph: THE RAILWAY EMPLOYEES. The conditions of service in certain branches of the railway service were recently considered by a meeting of members, who passed a series of resolutions. [133,825,247,859]
article-paragraph: The Waitara Harbour Bill was read a second time and referred to the Local Bills Committee. [625,196,739,216]
article-paragraph: ESTIMATES. At 11.20 a.m. the order paper was completed, and the House went into Committee of Supply. [256,515,370,535]
article-paragraph: Customs Duties.—A letter was received from the Collector of Customs in reply to the representations of the Chamber concerning the new tariff. The matter was referred to the tariff committee. [625,610,739,644]
article-paragraph: Rangers: Burns, Tillbury, Dewhurst, Young, Thompson, Cambie, Bagnall, Henderson, Morgan, Black, and Pennefather. [502,358,616,385]
article-paragraph: When a fog-horn warns the mariner to steer off the coast, if he still hugs the shore and wrecks upon it, whose fault is it? If the red switch light is up, and the engine-driver deliberately pulls ahead into another train, blame the driver. [871,90,986,129]
article-paragraph: A large audience assembled in St. Barnabas' Hall, Mt. Eden, last night, when a concert and dramatic entertainment was given in aid of the new church building fund. The orchestral items were especially well received and encores were frequent. [379,544,493,590]
article-paragraph: Arbitration Court.—The appointment of a permanent judge to act as President of the Arbitration Court was received with satisfaction by employers throughout the colony, and it was hoped that the court would now be enabled to deal more expeditiously with the large number of disputes awaiting hearing. [10,1297,124,1350]
article-paragraph: Finance.—The balance-sheet showed that the association was in a very satisfactory position financially, and it was gratifying to the executive to be able to report a substantial credit balance for the year. [10,1104,124,1144]
article-paragraph: The Winter Cup, the principal event of the day, was won by Kirriemuir, who beat a good field. The totalisator investments for the day were well up to last year's figures. [625,1107,739,1140]
article-paragraph: Trade and Labour Councils' Proposals.—The annual conference of trades and labour councils held in Wellington during the year had brought forward a number of proposals affecting employers, and these had received the close attention of the executive. [10,1056,124,1103]
article-paragraph: The whole of the afternoon sitting was devoted to the discussion of petitions. Local bills were considered in the evening, among them being the Auckland Hospital Act Amendment Bill, which was read a third time and passed. [256,537,370,576]
article-paragraph: The report and balance-sheet were adopted, and votes of thanks were accorded to the retiring officers. The election of officers for the ensuing year resulted in the re-election of the president. [10,802,124,842]
article-subheading: HOUSE OF REPRESENTATIVES. [258,58,368,82]
article-paragraph: COUNTRY TELEPHONES. The Postmaster-General, in reply to the representations from Mr. Greenslade, has promised to provide telephonic communication between Te Mata and Rotongaro as soon as possible. [133,749,247,789]
article-paragraph: The Auckland Master Painters' Guild, which recently joined the association, reported that the past year had been a busy one, and that the relations between employers and employees had on the whole been satisfactory. [133,240,247,280]
ad-product: GOVERNOR COLLARS [893,684,964,713]
article-subheading: ST. BARNABAS' CHURCH ENTERTAINMENT. [390,478,482,495]
article-heading: RACING NEWS. [640,796,724,809]
article-paragraph: Store Cattle.—We offered a good yarding, and sold two-year steers at £3 10/ to £4; yearlings, 30/ to 40/; dairy cows, £5 to £7 10/. [502,964,616,990]
article-paragraph: A large audience assembled in St. Barnabas' Hall, Mt. Eden, last night, when a concert and dramatic entertainment was given in aid of the new church building fund. The orchestral items were especially well received and encores were frequent. [379,592,493,638]
article-paragraph: United (Ladies' Grounds): Somervell, Hunter, Horne, Ellis, Cooper, Miller, Barry, Munro, and Kerling. First eleven: Douglas, Carr, Faulkner, Woods, Davies, Dickinson, Johnston, Hesketh, Chapman, Rehelm, and Carlaw. [502,79,616,119]
article-paragraph: The following teams have been selected for to-morrow's matches:— [502,64,616,77]
article-paragraph: Seniors — Central v. Imperials: Teams to be selected from the following: Mountain, Scott, Reid, Lowe, Osborne, Grey, Hart, McBeth, Forbes, Ralph, Adams, Peterson. [748,818,862,851]
classified-ad: COMFORTABLE UP-TO-DATE RESIDENCE of 8 large and lofty rooms, situated at Grey Lynn, only 4 years old, every convenience, price £800. [871,346,986,373]
article-paragraph: Sir J. Ward took the side of the Waitara Bill. It appeared to him that if the House was to affirm the principle of not allowing development to go on in a smaller and younger harbour, because another portion of the district had borrowed money on the security of a rate levied over the whole district, then there would be no harbour development anywhere. [625,266,739,326]
article-paragraph: Otahuhu v. Remuera: Otahuhu will be represented by Eley, Saunders, Jones, McKenzie, Clark, Green, Duff, Bruce, Ross, and Fisher. [748,393,862,420]
article-paragraph: Mrs. C. Hodges, Cash Store, Ravenshoe, Queensland, says:— 'I have used your Zam-Buk Balm on my little daughter for cuts and bruises, and it gives me pleasure to testify to its invaluable healing qualities.' [256,1039,370,1079]
article-paragraph: FOURTH GRADE CHAMPIONSHIP. Ponsonby IV. v. Newton IV. at No. 3 ground. Referee, Mr. Marsh. [748,197,862,217]
article-paragraph: But be sure they are DOAN'S. [877,208,958,215]
article-paragraph: ANNUAL REPORT. The executive committee in the annual report stated that the usefulness of the association was becoming year by year more apparent, and that the interests of employers and other members were well served by its operations. A considerable amount of good work had been done in the interests of employers and the community. [10,885,124,945]
article-paragraph: Shipping Rings.—The Council decided to support the Chamber of Commerce in its protest against the conditions imposed by the shipping companies. [502,574,616,601]
article-paragraph: ANNUAL REPORT. The executive committee in the annual report stated that the usefulness of the association was becoming year by year more apparent, and that the interests of employers and other members were well served by its operations. A considerable amount of good work had been done in the interests of employers and the community. [10,493,124,553]
article-heading: ASSOCIATION GAME. [766,575,844,600]
article-paragraph: ...employers should at all times have the right to employ any non-union employee, whether he belonged to a union or not, and that the principle of preference to unionists was a great evil in the life of the community, and should be opposed by every means. [133,39,247,85]
article-paragraph: Commercial Travellers' Railway Tickets.—Mr. J. Ward wrote in reply to the Chamber's representations that the request for commercial travellers' railway tickets would receive consideration. [625,464,739,497]
ad-line: MORE THAN 33,000 OF ROBEY & CO.'S ENGINES OF LARGE SIZES ARE NOW AT WORK. [875,877,982,896]
article-paragraph: Zam-Buk is sold by all chemists and stores at 1/6 or 3/6 family size (containing nearly four times the 1/6), or from the Zam-Buk Co., 39 Pitt-street, Sydney, for same price. [256,950,370,983]
column-parliament [252,36,375,1386]
article-subheading: KEEPING THE DECKS CLEAR. [135,472,245,481]
article-paragraph: Auckland: Fullback, Millar; three-quarters, Hogan, Francis, Wallace; five-eighths, Stuckey and Baker; half, Farrant; wing forward, Mitchell; forwards: Hill, Corneby, Cunningham, Nicholson, Kiernan, Murray, Hemmingston. [748,313,862,352]
article-paragraph: Finance.—The balance-sheet showed that the association was in a very satisfactory position financially, and it was gratifying to the executive to be able to report a substantial credit balance for the year. [10,1454,124,1494]
column-meetings-entertainments [375,36,498,1386]
article-paragraph: THE RAILWAY EMPLOYEES. The conditions of service in certain branches of the railway service were recently considered by a meeting of members, who passed a series of resolutions. [133,937,247,970]
classified-ad: GOOD SECTION, SUITABLE FOR FACTORY, situated near top of Symonds-street, 100ft frontage. [871,324,986,344]
ad-subtitle: PORTABLE AND STATIONARY [897,833,960,850]
article-heading: FATALITY AT POROTI. [154,983,226,1008]
article-paragraph: ANNUAL REPORT. The executive committee in the annual report stated that the usefulness of the association was becoming year by year more apparent, and that the interests of employers and other members were well served by its operations. A considerable amount of good work had been done in the interests of employers and the community. [10,143,124,203]
article-paragraph: Grafton Junior team v. City Junior: Batten, Ellis, Larkins, Lamb, Carter, Gould, Hill, Wilson, Kerr, Grant, Small, Brown, O'Neill, Harrison, Lloyd. [748,507,862,534]
article-paragraph: The weather was fine and the attendance good for the second day of the Grand National meeting. Proceedings opened with the Hurdle Race, won by Shrapnel, with Mystic second and Tuakau third. [625,960,739,1000]
article-subheading: STAR OF EDEN ODDFELLOWS. [380,886,492,895]
newspaper-title: THE AUCKLAND STAR, FRIDAY, AUGUST 16, 1907. [14,5,579,30]
article-heading: FOOTBALL. [767,40,843,55]
article-paragraph: Mr. Lawrenson realised the difficulties that the Commissioners had, when they attempted to deprive the South Island of several of its representatives. [256,458,370,485]
article-paragraph: Trade and Labour Councils' Proposals.—The annual conference of trades and labour councils held in Wellington during the year had brought forward a number of proposals affecting employers, and these had received the close attention of the executive. [10,664,124,711]
article-subheading: DEVONPORT FORESTERS' ANNIVERSARY SOCIAL. [388,967,484,984]
bags-advertisement [871,496,986,610]
article-paragraph: William Crowther, brother to the deceased, who was helping to fell the tree, gave evidence as to how the accident occurred. A verdict of accidental death was returned. [133,1140,247,1173]
